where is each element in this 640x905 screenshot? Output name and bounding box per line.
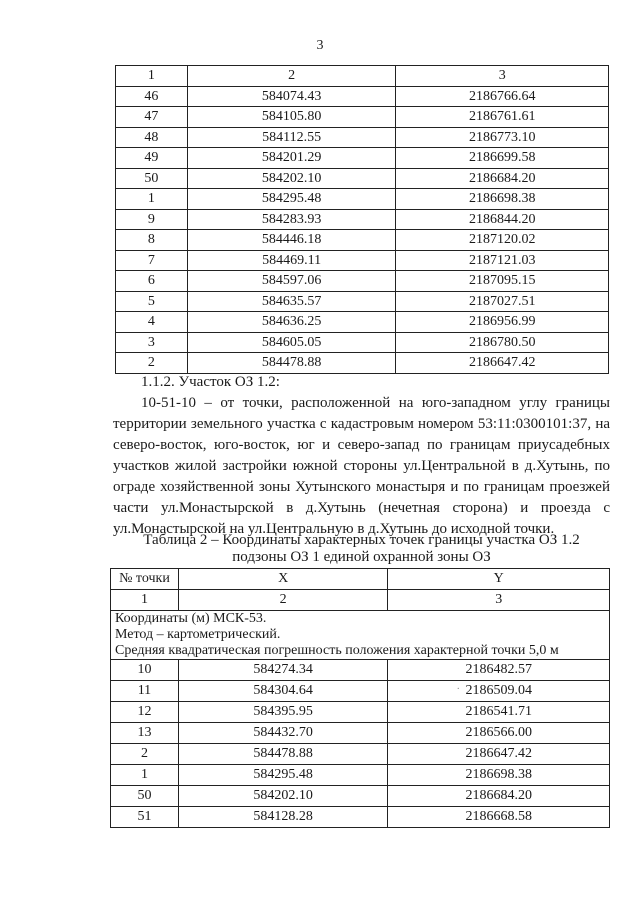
coordinates-table-oz-1-2	[110, 568, 610, 828]
table-cell: 3	[396, 66, 609, 87]
table-row	[116, 209, 609, 230]
table-cell: 584597.06	[187, 271, 396, 292]
table2-header-row	[111, 569, 610, 590]
table-row	[111, 723, 610, 744]
table-cell: 6	[116, 271, 188, 292]
table-cell: 2	[111, 744, 179, 765]
table-cell: 2186509.04	[388, 681, 610, 702]
page-number: 3	[316, 38, 324, 53]
table-cell: 11	[111, 681, 179, 702]
table2-header-x: X	[178, 569, 388, 590]
table-cell: 2186684.20	[388, 786, 610, 807]
table-cell: 2187121.03	[396, 250, 609, 271]
table-row	[111, 807, 610, 828]
table2-header-y: Y	[388, 569, 610, 590]
scan-speck: .	[457, 681, 460, 692]
table-row	[116, 271, 609, 292]
table-cell: 584202.10	[178, 786, 388, 807]
table2-caption-line1: Таблица 2 – Координаты характерных точек границы участка ОЗ 1.2	[143, 532, 580, 548]
table-row	[116, 332, 609, 353]
table-cell: 584469.11	[187, 250, 396, 271]
table-cell: 2186698.38	[388, 765, 610, 786]
table-cell: 2186761.61	[396, 107, 609, 128]
note-line-crs: Координаты (м) МСК-53.	[115, 611, 267, 626]
table-row	[116, 353, 609, 374]
table-cell: 2186647.42	[388, 744, 610, 765]
table-cell: 584105.80	[187, 107, 396, 128]
table-cell: 2186773.10	[396, 127, 609, 148]
table-row	[116, 250, 609, 271]
table-cell: 584202.10	[187, 168, 396, 189]
table-row	[111, 681, 610, 702]
table-cell: 8	[116, 230, 188, 251]
table-cell: 10	[111, 660, 179, 681]
table-cell: 2187027.51	[396, 291, 609, 312]
table-cell: 2186766.64	[396, 86, 609, 107]
table-cell: 49	[116, 148, 188, 169]
table-cell: 2186541.71	[388, 702, 610, 723]
table2-header-point: № точки	[111, 569, 179, 590]
table-cell: 2187095.15	[396, 271, 609, 292]
table-cell: 50	[116, 168, 188, 189]
table-cell: 2	[187, 66, 396, 87]
table-cell: 584074.43	[187, 86, 396, 107]
table-cell: 584636.25	[187, 312, 396, 333]
table-cell: 584478.88	[187, 353, 396, 374]
table-cell: 584295.48	[178, 765, 388, 786]
table-cell: 1	[116, 66, 188, 87]
table-cell: 48	[116, 127, 188, 148]
table-cell: 2186956.99	[396, 312, 609, 333]
table-cell: 584304.64	[178, 681, 388, 702]
table-cell: 4	[116, 312, 188, 333]
note-line-method: Метод – картометрический.	[115, 627, 281, 642]
table-cell: 2186566.00	[388, 723, 610, 744]
table-cell: 2187120.02	[396, 230, 609, 251]
table-cell: 584605.05	[187, 332, 396, 353]
table-row	[111, 765, 610, 786]
table2-colnum-row	[111, 590, 610, 611]
table-cell: 584432.70	[178, 723, 388, 744]
table-cell: 3	[116, 332, 188, 353]
table-row	[111, 702, 610, 723]
table-cell: 584112.55	[187, 127, 396, 148]
table-row	[116, 127, 609, 148]
table-cell: 584274.34	[178, 660, 388, 681]
table-row	[116, 291, 609, 312]
table-cell: 13	[111, 723, 179, 744]
table-cell: 7	[116, 250, 188, 271]
table-cell: 46	[116, 86, 188, 107]
table-cell: 584283.93	[187, 209, 396, 230]
table-row	[116, 148, 609, 169]
table2-note-row	[111, 611, 610, 660]
table2-colnum: 3	[388, 590, 610, 611]
table-cell: 2	[116, 353, 188, 374]
table-cell: 2186699.58	[396, 148, 609, 169]
table-row	[116, 107, 609, 128]
table-cell: 12	[111, 702, 179, 723]
table-row	[111, 744, 610, 765]
table-cell: 584446.18	[187, 230, 396, 251]
table2-note	[111, 611, 610, 660]
table-cell: 9	[116, 209, 188, 230]
table-cell: 2186698.38	[396, 189, 609, 210]
table-cell: 1	[111, 765, 179, 786]
table-cell: 584635.57	[187, 291, 396, 312]
table-cell: 2186647.42	[396, 353, 609, 374]
table-cell: 584478.88	[178, 744, 388, 765]
table-cell: 5	[116, 291, 188, 312]
table-cell: 584295.48	[187, 189, 396, 210]
table-cell: 51	[111, 807, 179, 828]
table-cell: 2186780.50	[396, 332, 609, 353]
table-row	[116, 86, 609, 107]
table-cell: 584128.28	[178, 807, 388, 828]
table-cell: 47	[116, 107, 188, 128]
table-cell: 584395.95	[178, 702, 388, 723]
table-row	[116, 312, 609, 333]
table-cell: 1	[116, 189, 188, 210]
table-cell: 2186482.57	[388, 660, 610, 681]
coordinates-table-continued	[115, 65, 609, 374]
table-row	[111, 786, 610, 807]
table1-colnum-row	[116, 66, 609, 87]
table-row	[116, 168, 609, 189]
table2-colnum: 1	[111, 590, 179, 611]
section-body: 10-51-10 – от точки, расположенной на юго-западном углу границы территории земельного участка с кадастровым номером 53:11:0300101:37, на северо-восток, юго-восток, юг и северо-запад по границам приусадебных участков жилой застройки южной стороны ул.Центральной в д.Хутынь, по ограде хозяйственной зоны Хутынского монастыря и по границам проезжей части ул.Монастырской в д.Хутынь (нечетная сторона) и проезда с ул.Монастырской на ул.Центральную в д.Хутынь до исходной точки.	[113, 395, 610, 537]
table-cell: 2186668.58	[388, 807, 610, 828]
note-line-accuracy: Средняя квадратическая погрешность положения характерной точки 5,0 м	[115, 643, 559, 658]
table2-colnum: 2	[178, 590, 388, 611]
table-cell: 50	[111, 786, 179, 807]
table-cell: 2186684.20	[396, 168, 609, 189]
table-cell: 584201.29	[187, 148, 396, 169]
table-cell: 2186844.20	[396, 209, 609, 230]
table-row	[116, 189, 609, 210]
table-row	[116, 230, 609, 251]
table2-caption-line2: подзоны ОЗ 1 единой охранной зоны ОЗ	[232, 549, 491, 565]
table-row	[111, 660, 610, 681]
section-heading: 1.1.2. Участок ОЗ 1.2:	[141, 374, 280, 390]
